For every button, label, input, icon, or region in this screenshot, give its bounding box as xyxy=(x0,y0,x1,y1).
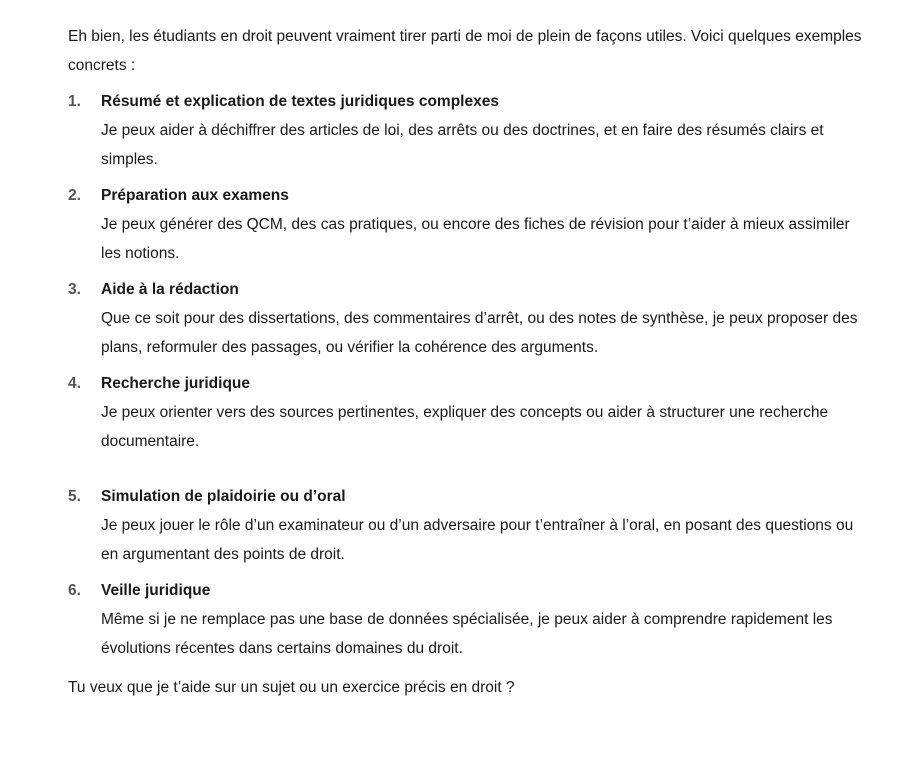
item-title: Résumé et explication de textes juridiques complexes xyxy=(101,93,499,110)
item-number: 1. xyxy=(68,93,81,110)
item-description: Même si je ne remplace pas une base de données spécialisée, je peux aider à comprendre rapidement les évolutions récentes dans certains domaines du droit. xyxy=(101,611,833,657)
item-title: Recherche juridique xyxy=(101,375,251,392)
item-title: Veille juridique xyxy=(101,582,211,599)
list-item xyxy=(68,275,868,362)
item-number: 4. xyxy=(68,375,81,392)
list-item xyxy=(68,482,868,569)
item-description: Je peux aider à déchiffrer des articles de loi, des arrêts ou des doctrines, et en faire des résumés clairs et simples. xyxy=(101,122,824,168)
list-item xyxy=(68,576,868,663)
suggestion-list xyxy=(68,87,868,663)
item-number: 5. xyxy=(68,488,81,505)
item-title: Simulation de plaidoirie ou d’oral xyxy=(101,488,346,505)
item-title: Aide à la rédaction xyxy=(101,281,239,298)
item-description: Je peux orienter vers des sources pertinentes, expliquer des concepts ou aider à structurer une recherche documentaire. xyxy=(101,404,829,450)
intro-text: Eh bien, les étudiants en droit peuvent vraiment tirer parti de moi de plein de façons utiles. Voici quelques exemples concrets : xyxy=(68,28,862,74)
item-description: Je peux jouer le rôle d’un examinateur ou d’un adversaire pour t’entraîner à l’oral, en posant des questions ou en argumentant des points de droit. xyxy=(101,517,854,563)
item-title: Préparation aux examens xyxy=(101,187,289,204)
item-description: Je peux générer des QCM, des cas pratiques, ou encore des fiches de révision pour t’aider à mieux assimiler les notions. xyxy=(101,216,850,262)
item-number: 3. xyxy=(68,281,81,298)
closing-question: Tu veux que je t’aide sur un sujet ou un exercice précis en droit ? xyxy=(68,679,515,696)
assistant-message xyxy=(68,22,868,702)
item-number: 6. xyxy=(68,582,81,599)
list-item xyxy=(68,181,868,268)
list-item xyxy=(68,369,868,456)
item-description: Que ce soit pour des dissertations, des commentaires d’arrêt, ou des notes de synthèse, je peux proposer des plans, reformuler des passages, ou vérifier la cohérence des arguments. xyxy=(101,310,858,356)
list-item xyxy=(68,87,868,174)
item-number: 2. xyxy=(68,187,81,204)
